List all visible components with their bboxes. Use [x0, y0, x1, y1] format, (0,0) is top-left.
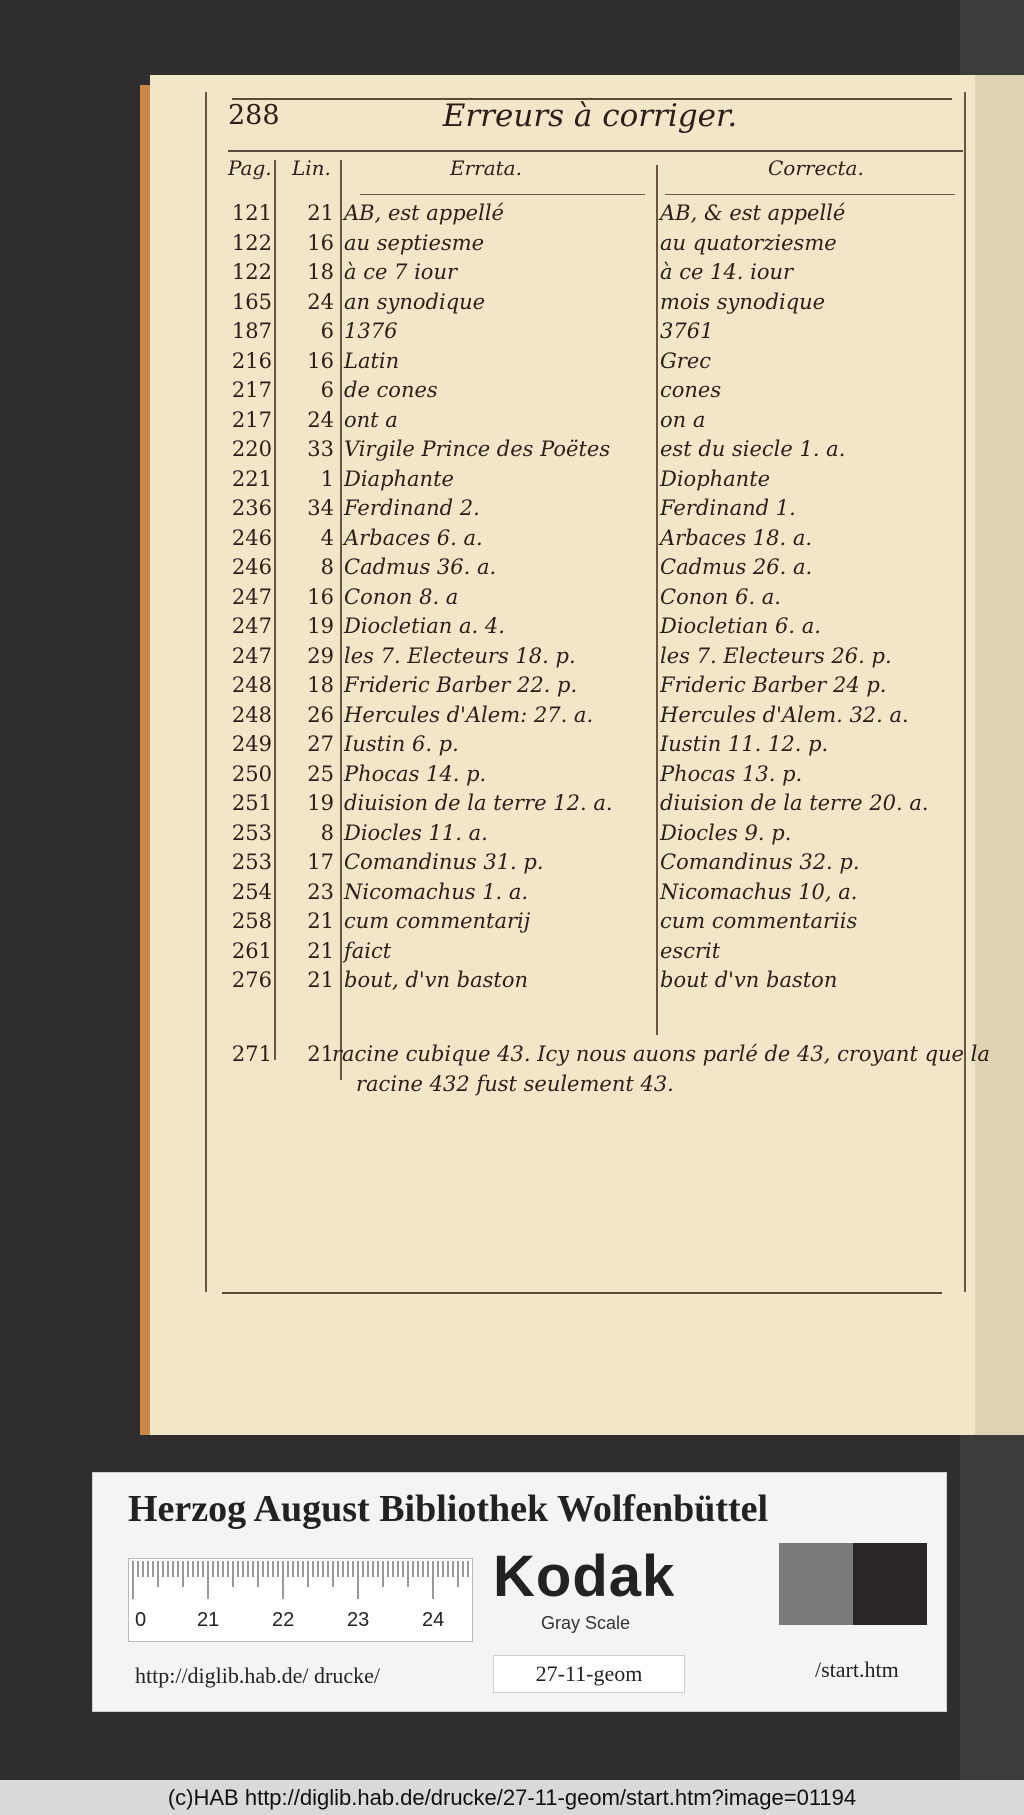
row-errata: Latin [344, 348, 400, 373]
row-line-number: 21 [307, 938, 334, 963]
table-row [220, 847, 960, 877]
row-page-number: 246 [231, 525, 272, 550]
row-line-number: 34 [307, 496, 334, 520]
row-page-number: 122 [231, 230, 272, 255]
row-errata: Virgile Prince des Poëtes [344, 437, 611, 461]
row-page-number: 216 [231, 348, 272, 373]
row-page-number: 187 [231, 319, 272, 343]
row-correcta: Cadmus 26. a. [660, 555, 813, 579]
row-page-number: 236 [231, 496, 272, 520]
row-page-number: 253 [231, 850, 272, 874]
row-errata: Arbaces 6. a. [344, 525, 483, 550]
row-line-number: 21 [307, 201, 334, 225]
column-head-errata: Errata. [450, 156, 522, 180]
row-correcta: Ferdinand 1. [660, 496, 796, 520]
bottom-rule [222, 1292, 942, 1294]
note-text-line-1: racine cubique 43. Icy nous auons parlé de 43, croyant que la [332, 1042, 990, 1066]
row-errata: Iustin 6. p. [344, 732, 459, 756]
table-row [220, 906, 960, 936]
ruler [128, 1558, 473, 1642]
row-errata: AB, est appellé [344, 201, 504, 225]
row-line-number: 33 [307, 437, 334, 461]
row-page-number: 220 [231, 437, 272, 461]
row-line-number: 18 [307, 673, 334, 697]
kodak-logo: Kodak [493, 1544, 676, 1609]
library-title: Herzog August Bibliothek Wolfenbüttel [128, 1488, 769, 1530]
row-errata: cum commentarij [344, 909, 531, 933]
table-row [220, 611, 960, 641]
row-correcta: à ce 14. iour [660, 260, 794, 284]
row-page-number: 251 [231, 791, 272, 815]
row-line-number: 26 [307, 702, 334, 727]
row-page-number: 276 [231, 968, 272, 992]
row-line-number: 1 [320, 466, 334, 491]
row-errata: Frideric Barber 22. p. [344, 673, 578, 697]
row-correcta: Diocletian 6. a. [660, 614, 821, 638]
row-correcta: AB, & est appellé [660, 201, 846, 225]
row-page-number: 249 [231, 732, 272, 756]
table-row [220, 818, 960, 848]
row-line-number: 19 [307, 791, 334, 815]
row-correcta: au quatorziesme [660, 230, 837, 255]
row-line-number: 6 [320, 378, 334, 402]
footer-url: (c)HAB http://diglib.hab.de/drucke/27-11-geom/start.htm?image=01194 [0, 1780, 1024, 1815]
row-page-number: 258 [231, 909, 272, 933]
table-row [220, 700, 960, 730]
row-errata: Diocles 11. a. [344, 820, 488, 845]
row-correcta: cum commentariis [660, 909, 858, 933]
row-page-number: 248 [231, 702, 272, 727]
row-line-number: 24 [307, 289, 334, 314]
row-errata: Diaphante [344, 466, 454, 491]
row-page-number: 248 [231, 673, 272, 697]
color-target-card [92, 1472, 947, 1712]
row-correcta: Frideric Barber 24 p. [660, 673, 887, 697]
ruler-label-22: 22 [272, 1609, 295, 1631]
ruler-label-23: 23 [347, 1609, 370, 1631]
row-line-number: 18 [307, 260, 334, 284]
row-errata: ont a [344, 407, 398, 432]
row-errata: à ce 7 iour [344, 260, 458, 284]
ruler-label-21: 21 [197, 1609, 220, 1631]
row-line-number: 21 [307, 909, 334, 933]
column-head-correcta: Correcta. [768, 156, 864, 180]
swatch-black [853, 1543, 927, 1625]
row-page-number: 246 [231, 555, 272, 579]
row-page-number: 122 [231, 260, 272, 284]
row-correcta: on a [660, 407, 706, 432]
row-line-number: 16 [307, 230, 334, 255]
row-page-number: 253 [231, 820, 272, 845]
row-errata: les 7. Electeurs 18. p. [344, 643, 576, 668]
ruler-label-0: 0 [135, 1609, 147, 1631]
facing-page-edge [975, 75, 1024, 1435]
table-row [220, 759, 960, 789]
row-correcta: Diophante [660, 466, 771, 491]
row-errata: Cadmus 36. a. [344, 555, 497, 579]
row-page-number: 217 [231, 407, 272, 432]
row-errata: an synodique [344, 289, 486, 314]
header-rule [228, 150, 963, 152]
url-right: /start.htm [815, 1657, 899, 1682]
row-page-number: 250 [231, 761, 272, 786]
row-correcta: Arbaces 18. a. [660, 525, 813, 550]
row-errata: Conon 8. a [344, 584, 459, 609]
row-correcta: escrit [660, 938, 721, 963]
row-line-number: 27 [307, 732, 334, 756]
row-line-number: 17 [307, 850, 334, 874]
table-row [220, 729, 960, 759]
table-row [220, 316, 960, 346]
column-head-pag: Pag. [228, 156, 272, 180]
url-left: http://diglib.hab.de/ drucke/ [135, 1663, 381, 1688]
row-correcta: Grec [660, 348, 712, 373]
row-line-number: 24 [307, 407, 334, 432]
note-text-line-2: racine 432 fust seulement 43. [356, 1072, 674, 1096]
ruler-label-24: 24 [422, 1609, 445, 1631]
table-row [220, 198, 960, 228]
row-errata: Diocletian a. 4. [344, 614, 505, 638]
table-row [220, 552, 960, 582]
note-page-number: 271 [231, 1042, 272, 1066]
table-row [220, 346, 960, 376]
errata-rows [220, 198, 960, 995]
row-correcta: 3761 [660, 319, 714, 343]
table-row [220, 228, 960, 258]
row-line-number: 23 [307, 879, 334, 904]
row-correcta: mois synodique [660, 289, 826, 314]
row-errata: bout, d'vn baston [344, 968, 529, 992]
table-row [220, 523, 960, 553]
row-page-number: 247 [231, 643, 272, 668]
swatch-white [701, 1543, 775, 1625]
table-row [220, 965, 960, 995]
row-page-number: 261 [231, 938, 272, 963]
row-line-number: 8 [320, 555, 334, 579]
row-correcta: Diocles 9. p. [660, 820, 792, 845]
table-row [220, 670, 960, 700]
table-row [220, 641, 960, 671]
row-page-number: 217 [231, 378, 272, 402]
row-page-number: 121 [231, 201, 272, 225]
row-line-number: 21 [307, 968, 334, 992]
row-correcta: les 7. Electeurs 26. p. [660, 643, 892, 668]
row-page-number: 247 [231, 614, 272, 638]
shelfmark-id: 27-11-geom [493, 1655, 685, 1693]
row-errata: Phocas 14. p. [344, 761, 487, 786]
row-line-number: 16 [307, 348, 334, 373]
table-row [220, 493, 960, 523]
page-number: 288 [228, 100, 280, 131]
correcta-underline [665, 194, 955, 195]
row-correcta: cones [660, 378, 722, 402]
row-page-number: 254 [231, 879, 272, 904]
row-line-number: 8 [320, 820, 334, 845]
row-correcta: Iustin 11. 12. p. [660, 732, 829, 756]
table-row [220, 877, 960, 907]
row-errata: au septiesme [344, 230, 485, 255]
table-row [220, 287, 960, 317]
table-row [220, 464, 960, 494]
row-errata: faict [344, 938, 392, 963]
row-line-number: 25 [307, 761, 334, 786]
row-page-number: 247 [231, 584, 272, 609]
note-line-number: 21 [307, 1042, 334, 1066]
row-correcta: bout d'vn baston [660, 968, 838, 992]
row-errata: Comandinus 31. p. [344, 850, 544, 874]
row-errata: Nicomachus 1. a. [344, 879, 529, 904]
row-page-number: 221 [231, 466, 272, 491]
table-row [220, 788, 960, 818]
row-correcta: Nicomachus 10, a. [660, 879, 858, 904]
row-errata: 1376 [344, 319, 398, 343]
errata-underline [360, 194, 645, 195]
row-errata: diuision de la terre 12. a. [344, 791, 613, 815]
running-head: Erreurs à corriger. [442, 98, 738, 134]
ruler-ticks [129, 1559, 472, 1599]
row-errata: Ferdinand 2. [344, 496, 480, 520]
row-errata: de cones [344, 378, 438, 402]
table-row [220, 936, 960, 966]
table-row [220, 257, 960, 287]
row-correcta: Phocas 13. p. [660, 761, 803, 786]
row-errata: Hercules d'Alem: 27. a. [344, 702, 594, 727]
row-correcta: Comandinus 32. p. [660, 850, 860, 874]
row-line-number: 4 [320, 525, 334, 550]
row-line-number: 6 [320, 319, 334, 343]
row-correcta: Hercules d'Alem. 32. a. [660, 702, 909, 727]
row-line-number: 19 [307, 614, 334, 638]
column-head-lin: Lin. [292, 156, 331, 180]
row-correcta: diuision de la terre 20. a. [660, 791, 929, 815]
row-correcta: est du siecle 1. a. [660, 437, 846, 461]
gray-scale-label: Gray Scale [541, 1613, 631, 1633]
table-row [220, 405, 960, 435]
row-correcta: Conon 6. a. [660, 584, 781, 609]
table-row [220, 434, 960, 464]
row-line-number: 16 [307, 584, 334, 609]
table-row [220, 375, 960, 405]
table-row [220, 582, 960, 612]
row-page-number: 165 [231, 289, 272, 314]
row-line-number: 29 [307, 643, 334, 668]
swatch-gray [779, 1543, 853, 1625]
